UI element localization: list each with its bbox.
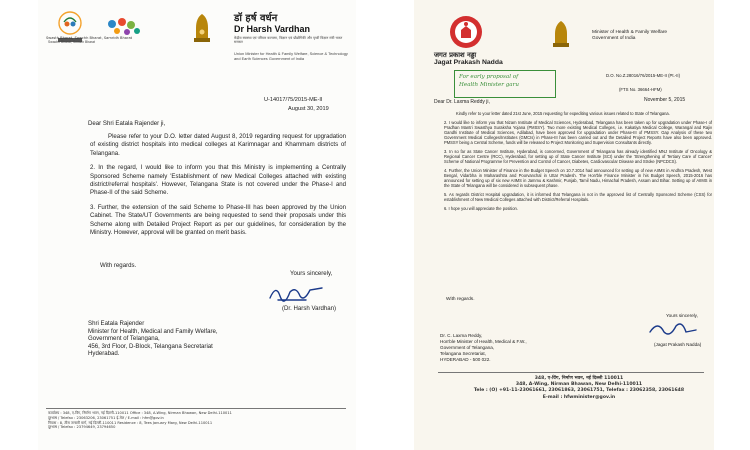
reference-number: U-14017/75/2015-ME-II bbox=[264, 97, 323, 103]
signature-drawing bbox=[266, 280, 326, 304]
paragraph-0: Kindly refer to your letter dated 21st June, 2015 requesting for expediting various issues related to State of Telangana. bbox=[456, 111, 670, 116]
paragraph-3: 3. Further, the extension of the said Scheme to Phase-III has been approved by the Union Cabinet. The State/UT Governments are being requested to send their proposals under this Scheme along with Detailed Project Report as per our guidelines, for consideration by the Ministry. However, approval will be granted on merit basis. bbox=[90, 203, 346, 237]
addressee-line: Telangana Secretariat, bbox=[440, 351, 486, 356]
minister-name: Jagat Prakash Nadda bbox=[434, 59, 503, 66]
designation-line: Minister of Health & Family Welfare bbox=[592, 30, 668, 35]
ashoka-emblem-icon bbox=[190, 10, 214, 44]
footer-line: E-mail : hfwminister@gov.in bbox=[542, 394, 616, 400]
name-hindi: डॉ हर्ष वर्धन bbox=[234, 13, 278, 24]
footer-line: Tele : (O) +91-11-23061661, 23061863, 23061751, Telefax : 23062358, 23061648 bbox=[473, 388, 685, 394]
paragraph-1: Please refer to your D.O. letter dated August 8, 2019 regarding request for upgradation of existing district hospitals into medical colleges at Karimnagar and Khammam districts of Telangana. bbox=[90, 133, 346, 157]
footer-divider bbox=[438, 372, 704, 373]
signatory: (Dr. Harsh Vardhan) bbox=[282, 305, 337, 312]
signature-drawing bbox=[646, 318, 700, 340]
footer-line: निवास : 8, तीस जनवरी मार्ग, नई दिल्ली-110011 Residence : 8, Tees January Marg, New Delhi-110011 bbox=[48, 420, 213, 425]
closing: With regards. bbox=[100, 262, 137, 269]
letter-body bbox=[90, 133, 346, 237]
addressee-block bbox=[440, 333, 590, 363]
footer-line: दूरभाष / Telefax : 23063206, 23061751 ई-मेल / E-mail : hfm@gov.in bbox=[48, 415, 164, 420]
ashoka-emblem-icon bbox=[550, 18, 572, 48]
footer-line: दूरभाष / Telefax : 23794649, 23794650 bbox=[48, 425, 116, 430]
designation-block bbox=[592, 30, 702, 42]
name-hindi: जगत प्रकाश नड्डा bbox=[434, 51, 477, 59]
yours-sincerely: Yours sincerely, bbox=[290, 270, 333, 277]
addressee-line: Hyderabad. bbox=[88, 350, 120, 358]
footer-line: कार्यालय : 348, ए-विंग, निर्माण भवन, नई दिल्ली-110011 Office : 348, A-Wing, Nirman Bhawan, New Delhi-110011 bbox=[48, 411, 232, 415]
signatory: (Jagat Prakash Nadda) bbox=[654, 342, 702, 347]
addressee-line: Minister for Health, Medical and Family Welfare, bbox=[88, 327, 218, 335]
footer-line: 348, ए-विंग, निर्माण भवन, नई दिल्ली 110011 bbox=[534, 376, 624, 381]
footer-block bbox=[454, 376, 704, 401]
addressee-line: Government of Telangana, bbox=[88, 335, 160, 343]
health-ministry-logo bbox=[448, 14, 484, 50]
addressee-line: Government of Telangana, bbox=[440, 345, 495, 350]
note-line: Health Minister garu bbox=[459, 82, 519, 88]
paragraph-2: 2. In the regard, I would like to inform you that this Ministry is implementing a Centrally Sponsored Scheme namely 'Establishment of new Medical Colleges attached with existing district/referral hospitals'. However, Telangana State is not covered under the Phase-I and Phase-II of the said Scheme. bbox=[90, 164, 346, 197]
swachh-bharat-caption: Swachh Bharat, Swasth Bharat bbox=[48, 40, 95, 44]
salutation: Dear Dr. Laxma Reddy ji, bbox=[434, 99, 490, 105]
addressee-line: 456, 3rd Floor, D-Block, Telangana Secretariat bbox=[88, 342, 213, 350]
tagline: Swasth Bharat, Swachh Bharat, Samridh Bharat bbox=[46, 36, 133, 40]
note-line: For early proposal of bbox=[459, 74, 519, 80]
yours-sincerely: Yours sincerely, bbox=[666, 313, 698, 318]
letter-body bbox=[444, 111, 712, 211]
designation-line: Government of India bbox=[592, 36, 636, 41]
paragraph-4: 5. As regards District Hospital upgradation, it is informed that Telangana is not in the approved list of Centrally Sponsored Scheme (CSS) for establishment of New Medical Colleges attached with District/Referral Hospitals. bbox=[444, 192, 712, 202]
letter-harsh-vardhan bbox=[38, 0, 356, 450]
paragraph-1: 2. I would like to inform you that Nizam Institute of Medical Sciences, Hyderabad, Telangana has been taken up for upgradation under Phase-I of Pradhan Mantri Swasthya Suraksha Yojana (PMSSY). Two more existing Medical Colleges, i.e. Kakatiya Medical College, Warangal and Rajiv Gandhi Institute of Medical Sciences, Adilabad, have been approved for upgradation under Phase-III of PMSSY. Gap Analysis of these two Government Medical Colleges/Institutes (GMCIs) in Phase-III has been carried out and the Detailed Project Reports have also been approved. PMSSY being a Central Scheme, funds will be released to Project Monitoring and Supervision Consultants directly. bbox=[444, 120, 712, 145]
reference-fts: (FTS No. 36664-HFM) bbox=[619, 87, 662, 92]
letter-jp-nadda bbox=[414, 0, 714, 450]
addressee-line: Hon'ble Minister of Health, Medical & F.W., bbox=[440, 339, 527, 344]
designation: Union Minister for Health & Family Welfare, Science & Technology and Earth Sciences Government of India bbox=[234, 51, 348, 61]
paragraph-5: 6. I hope you will appreciate the position. bbox=[444, 206, 518, 211]
footer-line: 348, A-Wing, Nirman Bhawan, New Delhi-110011 bbox=[515, 382, 643, 388]
footer-divider bbox=[46, 408, 346, 409]
designation-hindi: केंद्रीय स्वास्थ्य एवं परिवार कल्याण, विज्ञान एवं प्रौद्योगिकी और पृथ्वी विज्ञान मंत्री भारत सरकार bbox=[234, 36, 343, 45]
addressee-line: HYDERABAD - 500 022. bbox=[440, 357, 491, 362]
paragraph-3: 4. Further, the Union Minister of Finance in the Budget Speech on 10.7.2014 had announced for setting up of new AIIMS in Andhra Pradesh, West Bengal, Vidarbha in Maharashtra and Poorvanchal in Uttar Pradesh. The Hon'ble Finance Minister in his Budget Speech, 2015-2016 has announced for setting up of six new AIIMS in Jammu & Kashmir, Punjab, Tamil Nadu, Himachal Pradesh, Assam and Bihar. Setting up of AIIMS in the State of Telangana will be considered in subsequent phase. bbox=[444, 168, 712, 188]
reference-number: D.O. No.Z.28016/76/2015-ME-II (Pt.-II) bbox=[606, 73, 681, 78]
footer-block bbox=[48, 411, 348, 430]
handwritten-note bbox=[454, 70, 556, 98]
minister-name: Dr Harsh Vardhan bbox=[234, 24, 311, 34]
letter-date: August 30, 2019 bbox=[288, 106, 329, 112]
salutation: Dear Shri Eatala Rajender ji, bbox=[88, 120, 166, 127]
addressee-line: Shri Eatala Rajender bbox=[88, 320, 145, 327]
closing: With regards. bbox=[446, 297, 475, 302]
addressee-block bbox=[88, 320, 308, 358]
letter-date: November 5, 2015 bbox=[644, 97, 686, 103]
paragraph-2: 3. In so far as State Cancer Institute, Hyderabad, is concerned, Government of Telangana has already identified MNJ Institute of Oncology & Regional Cancer Centre (RCC), Hyderabad, for setting up of State Cancer Institute (SCI) under the 'Strengthening of Tertiary Care of Cancer' Scheme of National Programme for Prevention and Control of Cancer, Diabetes, Cardiovascular Disease and Stroke (NPCDCS). bbox=[444, 149, 712, 164]
addressee-line: Dr. C. Laxma Reddy, bbox=[440, 333, 483, 338]
